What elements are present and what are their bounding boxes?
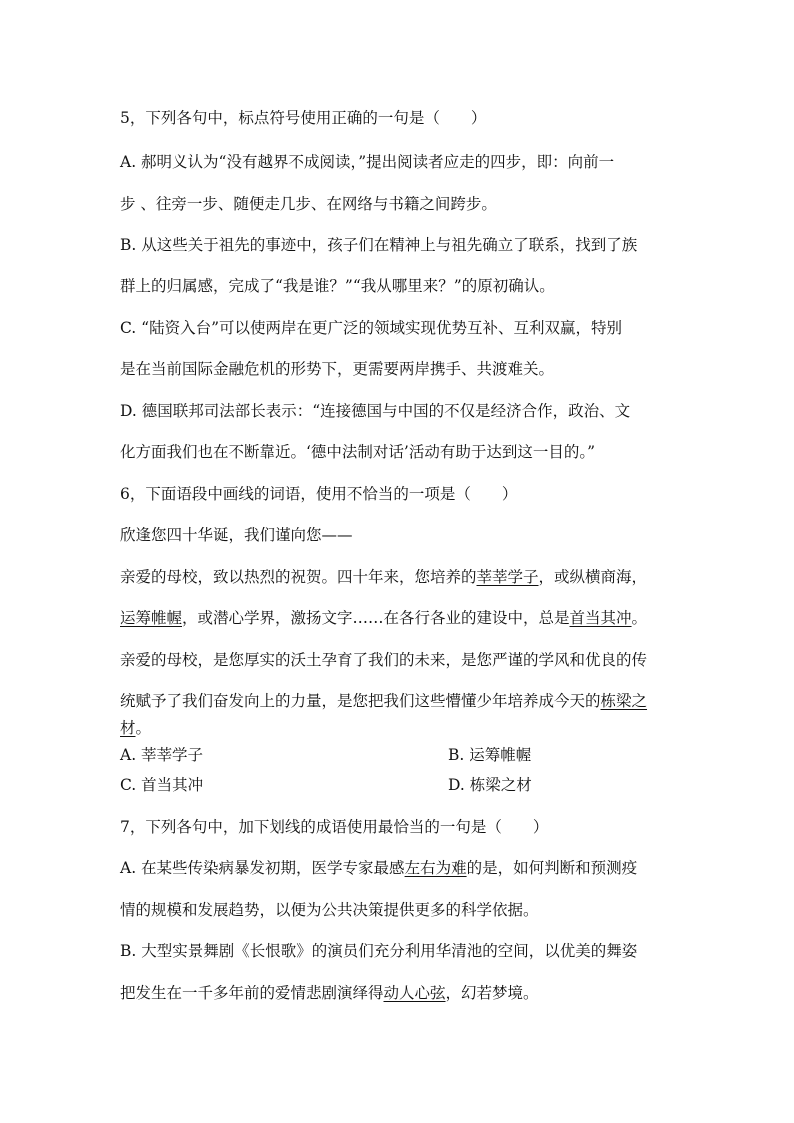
q6-option-c: C. 首当其冲 bbox=[120, 776, 204, 794]
q7-option-b-line2 bbox=[120, 983, 680, 1003]
q5-option-d-line1: D. 德国联邦司法部长表示：“连接德国与中国的不仅是经济合作，政治、文 bbox=[120, 402, 631, 420]
question-5-stem: 5，下列各句中，标点符号使用正确的一句是（ ） bbox=[120, 109, 487, 127]
underlined-term: 左右为难 bbox=[404, 859, 467, 877]
q6-passage-line3: 亲爱的母校，是您厚实的沃土孕育了我们的未来，是您严谨的学风和优良的传 bbox=[120, 651, 648, 669]
underlined-term: 首当其冲 bbox=[569, 609, 632, 627]
underlined-term: 材 bbox=[120, 719, 136, 737]
question-6-stem: 6，下面语段中画线的词语，使用不恰当的一项是（ ） bbox=[120, 485, 518, 503]
passage-text: 。 bbox=[631, 609, 648, 627]
underlined-term: 栋梁之 bbox=[600, 692, 648, 710]
q5-option-d-line2: 化方面我们也在不断靠近。‘德中法制对话’活动有助于达到这一目的。” bbox=[120, 443, 596, 461]
q5-option-a-line1: A. 郝明义认为“没有越界不成阅读，”提出阅读者应走的四步，即：向前一 bbox=[120, 153, 615, 171]
passage-text: 统赋予了我们奋发向上的力量，是您把我们这些懵懂少年培养成今天的 bbox=[120, 692, 601, 710]
q6-passage-line5 bbox=[120, 718, 680, 738]
q6-option-d: D. 栋梁之材 bbox=[448, 776, 532, 794]
q6-passage-line0: 欣逢您四十华诞，我们谨向您—— bbox=[120, 526, 353, 544]
passage-text: A. 在某些传染病暴发初期，医学专家最感 bbox=[120, 859, 405, 877]
q7-option-a-line2: 情的规模和发展趋势，以便为公共决策提供更多的科学依据。 bbox=[120, 901, 539, 919]
q6-option-b: B. 运筹帷幄 bbox=[448, 746, 532, 764]
passage-text: 。 bbox=[135, 719, 152, 737]
q5-option-b-line1: B. 从这些关于祖先的事迹中，孩子们在精神上与祖先确立了联系，找到了族 bbox=[120, 236, 638, 254]
q6-option-a: A. 莘莘学子 bbox=[120, 746, 204, 764]
passage-text: 把发生在一千多年前的爱情悲剧演绎得 bbox=[120, 984, 384, 1002]
q6-passage-line4 bbox=[120, 691, 680, 711]
passage-text: 的是，如何判断和预测疫 bbox=[466, 859, 638, 877]
passage-text: ，幻若梦境。 bbox=[445, 984, 539, 1002]
underlined-term: 运筹帷幄 bbox=[120, 609, 183, 627]
q5-option-a-line2: 步 、往旁一步、随便走几步、在网络与书籍之间跨步。 bbox=[120, 195, 497, 213]
q5-option-c-line1: C. “陆资入台”可以使两岸在更广泛的领域实现优势互补、互利双赢，特别 bbox=[120, 319, 623, 337]
underlined-term: 动人心弦 bbox=[383, 984, 446, 1002]
underlined-term: 莘莘学子 bbox=[476, 568, 539, 586]
q5-option-b-line2: 群上的归属感，完成了“我是谁？”“我从哪里来？”的原初确认。 bbox=[120, 277, 555, 295]
q5-option-c-line2: 是在当前国际金融危机的形势下，更需要两岸携手、共渡难关。 bbox=[120, 360, 555, 378]
q7-option-b-line1: B. 大型实景舞剧《长恨歌》的演员们充分利用华清池的空间，以优美的舞姿 bbox=[120, 942, 638, 960]
q6-passage-line1 bbox=[120, 567, 680, 587]
passage-text: 亲爱的母校，致以热烈的祝贺。四十年来，您培养的 bbox=[120, 568, 477, 586]
passage-text: ，或纵横商海， bbox=[538, 568, 648, 586]
q7-option-a-line1 bbox=[120, 858, 680, 878]
question-7-stem: 7，下列各句中，加下划线的成语使用最恰当的一句是（ ） bbox=[120, 818, 549, 836]
q6-passage-line2 bbox=[120, 608, 680, 628]
passage-text: ，或潜心学界，激扬文字……在各行各业的建设中，总是 bbox=[182, 609, 570, 627]
